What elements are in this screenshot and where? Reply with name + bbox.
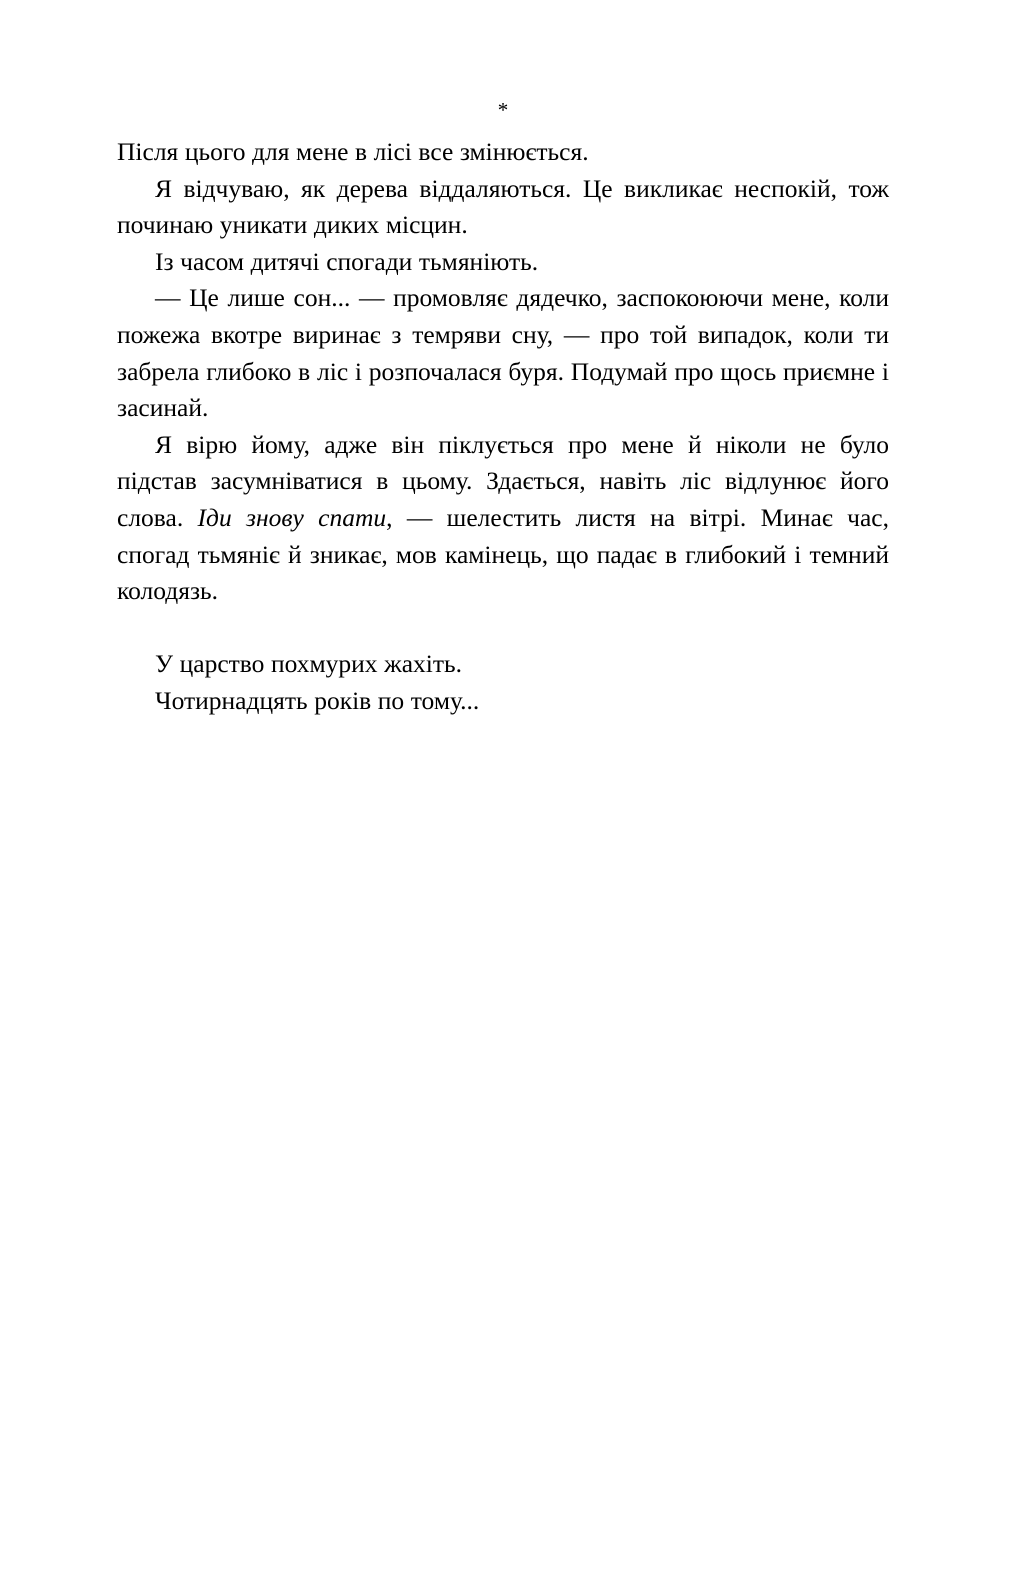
paragraph-3: Із часом дитячі спогади тьмяніють. xyxy=(155,246,539,276)
paragraph-7: Чотирнадцять років по тому... xyxy=(155,685,480,715)
paragraph-1: Після цього для мене в лісі все змінюється. xyxy=(117,137,589,166)
page-text-block xyxy=(117,96,889,720)
paragraph-5 xyxy=(117,427,889,610)
paragraph-6: У царство похмурих жахіть. xyxy=(155,649,463,679)
paragraph-4-dialogue: — Це лише сон... — промовляє дядечко, заспокоюючи мене, коли пожежа вкотре виринає з темряви сну, — про той випадок, коли ти забрела глибоко в ліс і розпочалася буря. Подумай про щось приємне і засинай. xyxy=(117,283,889,423)
paragraph-5-segment-roman-1: Я вірю йому, адже він піклується про мене й ніколи не було підстав засумніватися в цьому. Здається, навіть ліс відлунює його слова. xyxy=(117,429,889,532)
paragraph-5-segment-italic-emphasis: Іди знову спати xyxy=(197,502,387,532)
scene-break-asterisk: * xyxy=(497,98,509,122)
paragraph-2: Я відчуваю, як дерева віддаляються. Це викликає неспокій, тож починаю уникати диких місцин. xyxy=(117,173,889,240)
paragraph-5-segment-roman-2: , — шелестить листя на вітрі. Минає час, спогад тьмяніє й зникає, мов камінець, що падає в глибокий і темний колодязь. xyxy=(117,502,889,606)
